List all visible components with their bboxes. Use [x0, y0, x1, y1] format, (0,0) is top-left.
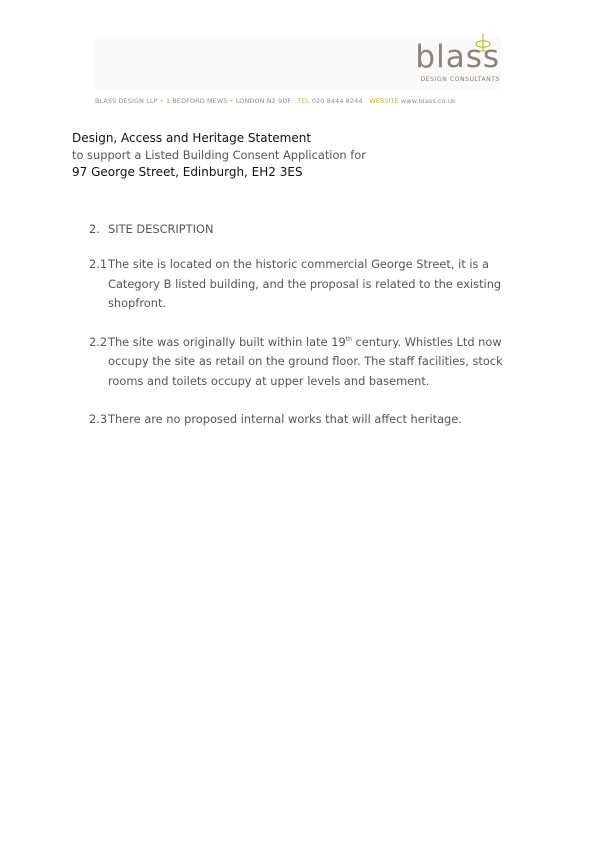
blass-logo [390, 36, 500, 88]
company-name: BLASS DESIGN LLP [95, 97, 158, 105]
section-heading [89, 221, 509, 238]
address-line-1: 1 BEDFORD MEWS [165, 97, 228, 105]
paragraph-number: 2.1 [89, 257, 108, 271]
paragraph-number: 2.3 [89, 412, 108, 426]
website-label: WEBSITE [369, 97, 399, 105]
tel-label: TEL [297, 97, 310, 105]
paragraph-line: rooms and toilets occupy at upper levels and basement. [108, 373, 430, 388]
website-value[interactable]: www.blass.co.uk [400, 97, 456, 105]
paragraph-line: There are no proposed internal works that will affect heritage. [108, 412, 462, 426]
tel-value: 020 8444 8244 [311, 97, 363, 105]
ordinal-superscript: th [345, 335, 352, 343]
paragraph-line: shopfront. [108, 296, 167, 310]
document-subtitle: to support a Listed Building Consent Application for [72, 148, 366, 162]
contact-line [95, 97, 500, 105]
document-title: Design, Access and Heritage Statement [72, 131, 312, 145]
logo-wordmark: blass [415, 39, 500, 75]
paragraph-text: The site was originally built within late 19 [108, 334, 346, 349]
section-number: 2. [89, 222, 100, 236]
paragraph-number: 2.2 [89, 334, 108, 349]
paragraph-line [108, 333, 509, 353]
separator-dot: • [159, 97, 164, 105]
paragraph-text: century. Whistles Ltd now [351, 334, 502, 349]
separator-dot: • [229, 97, 234, 105]
paragraph-2-1 [89, 255, 509, 314]
section-title: SITE DESCRIPTION [108, 222, 214, 236]
logo-subtitle: DESIGN CONSULTANTS [420, 76, 500, 83]
document-address: 97 George Street, Edinburgh, EH2 3ES [72, 165, 303, 179]
paragraph-line: The site is located on the historic commercial George Street, it is a [108, 257, 490, 271]
paragraph-2-3 [89, 410, 509, 430]
paragraph-line: Category B listed building, and the proposal is related to the existing [108, 276, 502, 291]
site-description-section [89, 221, 509, 430]
address-line-2: LONDON N2 9DF [235, 97, 292, 105]
title-block [72, 130, 512, 181]
paragraph-line: occupy the site as retail on the ground floor. The staff facilities, stock [108, 354, 503, 368]
paragraph-2-2 [89, 333, 509, 392]
